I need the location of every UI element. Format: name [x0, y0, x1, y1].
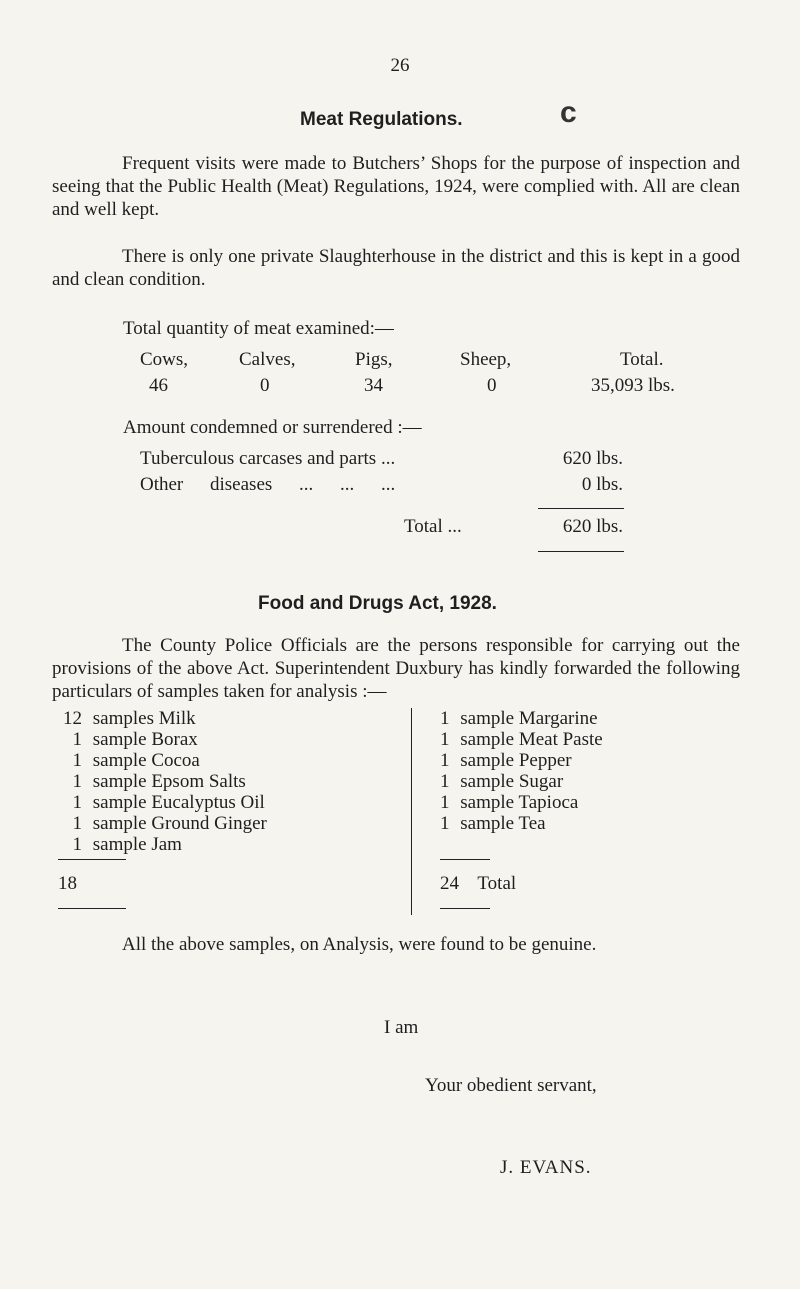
- page-number: 26: [390, 55, 410, 76]
- sample-count: 1: [440, 792, 450, 813]
- animal-value-sheep: 0: [487, 375, 497, 396]
- list-item: [440, 708, 770, 729]
- sample-name: sample Margarine: [460, 708, 598, 729]
- list-item: [52, 729, 392, 750]
- condemned-row-label: Other diseases ... ... ...: [140, 474, 396, 495]
- condemned-row-value: 0 lbs.: [581, 474, 623, 495]
- list-item: [52, 813, 392, 834]
- list-item: [52, 792, 392, 813]
- sample-count: 1: [440, 771, 450, 792]
- sample-name: sample Cocoa: [92, 750, 200, 771]
- sample-name: sample Tea: [460, 813, 546, 834]
- list-item: [52, 834, 392, 855]
- sample-count: 1: [440, 813, 450, 834]
- meat-paragraph-1: Frequent visits were made to Butchers’ Shops for the purpose of inspection and seeing that the Public Health (Meat) Regulations, 1924, were complied with. All are clean and well kept.: [52, 153, 740, 220]
- condemned-total-rule: [538, 551, 624, 552]
- closing-line: I am: [384, 1017, 419, 1038]
- list-item: [52, 708, 392, 729]
- animal-value-pigs: 34: [364, 375, 383, 396]
- list-item: [440, 771, 770, 792]
- right-total: 24 Total: [440, 873, 517, 894]
- sample-count: 1: [72, 813, 82, 834]
- list-item: [440, 729, 770, 750]
- closing-salutation: Your obedient servant,: [425, 1075, 597, 1096]
- sample-name: sample Pepper: [460, 750, 572, 771]
- animal-value-cows: 46: [149, 375, 168, 396]
- left-sample-list: [52, 708, 392, 855]
- sample-count: 1: [440, 708, 450, 729]
- left-total: 18: [58, 873, 77, 894]
- animal-value-total: 35,093 lbs.: [591, 375, 675, 396]
- column-divider: [411, 708, 412, 915]
- animal-header-cows: Cows,: [140, 349, 189, 370]
- margin-mark: c: [560, 96, 577, 129]
- food-drugs-heading: Food and Drugs Act, 1928.: [258, 593, 497, 614]
- list-item: [440, 813, 770, 834]
- food-drugs-conclusion: All the above samples, on Analysis, were found to be genuine.: [122, 934, 597, 955]
- sample-count: 1: [72, 771, 82, 792]
- animal-header-sheep: Sheep,: [460, 349, 512, 370]
- left-total-rule: [58, 908, 126, 909]
- animal-header-calves: Calves,: [239, 349, 296, 370]
- sample-name: sample Meat Paste: [460, 729, 603, 750]
- sample-count: 1: [440, 750, 450, 771]
- signature: J. EVANS.: [500, 1157, 592, 1178]
- list-item: [52, 771, 392, 792]
- right-subtotal-rule: [440, 859, 490, 860]
- sample-count: 1: [72, 834, 82, 855]
- right-total-rule: [440, 908, 490, 909]
- condemned-row-label: Tuberculous carcases and parts ...: [140, 448, 396, 469]
- condemned-label: Amount condemned or surrendered :—: [123, 417, 422, 438]
- animal-header-pigs: Pigs,: [355, 349, 393, 370]
- sample-count: 1: [72, 729, 82, 750]
- sample-count: 1: [72, 750, 82, 771]
- condemned-total-value: 620 lbs.: [562, 516, 623, 537]
- condemned-total-label: Total ...: [404, 516, 462, 537]
- sample-name: sample Tapioca: [460, 792, 579, 813]
- sample-count: 12: [63, 708, 82, 729]
- sample-name: samples Milk: [92, 708, 196, 729]
- sample-name: sample Sugar: [460, 771, 564, 792]
- sample-count: 1: [440, 729, 450, 750]
- list-item: [440, 792, 770, 813]
- animal-value-calves: 0: [260, 375, 270, 396]
- list-item: [440, 750, 770, 771]
- sample-name: sample Borax: [92, 729, 198, 750]
- condemned-subtotal-rule: [538, 508, 624, 509]
- right-sample-list: [440, 708, 770, 834]
- left-subtotal-rule: [58, 859, 126, 860]
- meat-regulations-heading: Meat Regulations.: [300, 109, 463, 130]
- food-drugs-paragraph: The County Police Officials are the persons responsible for carrying out the provisions of the above Act. Superintendent Duxbury has kindly forwarded the following particulars of samples taken for analysis :—: [52, 635, 740, 702]
- sample-count: 1: [72, 792, 82, 813]
- sample-name: sample Ground Ginger: [92, 813, 267, 834]
- sample-name: sample Jam: [92, 834, 182, 855]
- sample-name: sample Eucalyptus Oil: [92, 792, 265, 813]
- meat-examined-label: Total quantity of meat examined:—: [123, 318, 394, 339]
- meat-paragraph-2: There is only one private Slaughterhouse in the district and this is kept in a good and clean condition.: [52, 246, 740, 290]
- sample-name: sample Epsom Salts: [92, 771, 246, 792]
- animal-header-total: Total.: [620, 349, 664, 370]
- list-item: [52, 750, 392, 771]
- condemned-row-value: 620 lbs.: [562, 448, 623, 469]
